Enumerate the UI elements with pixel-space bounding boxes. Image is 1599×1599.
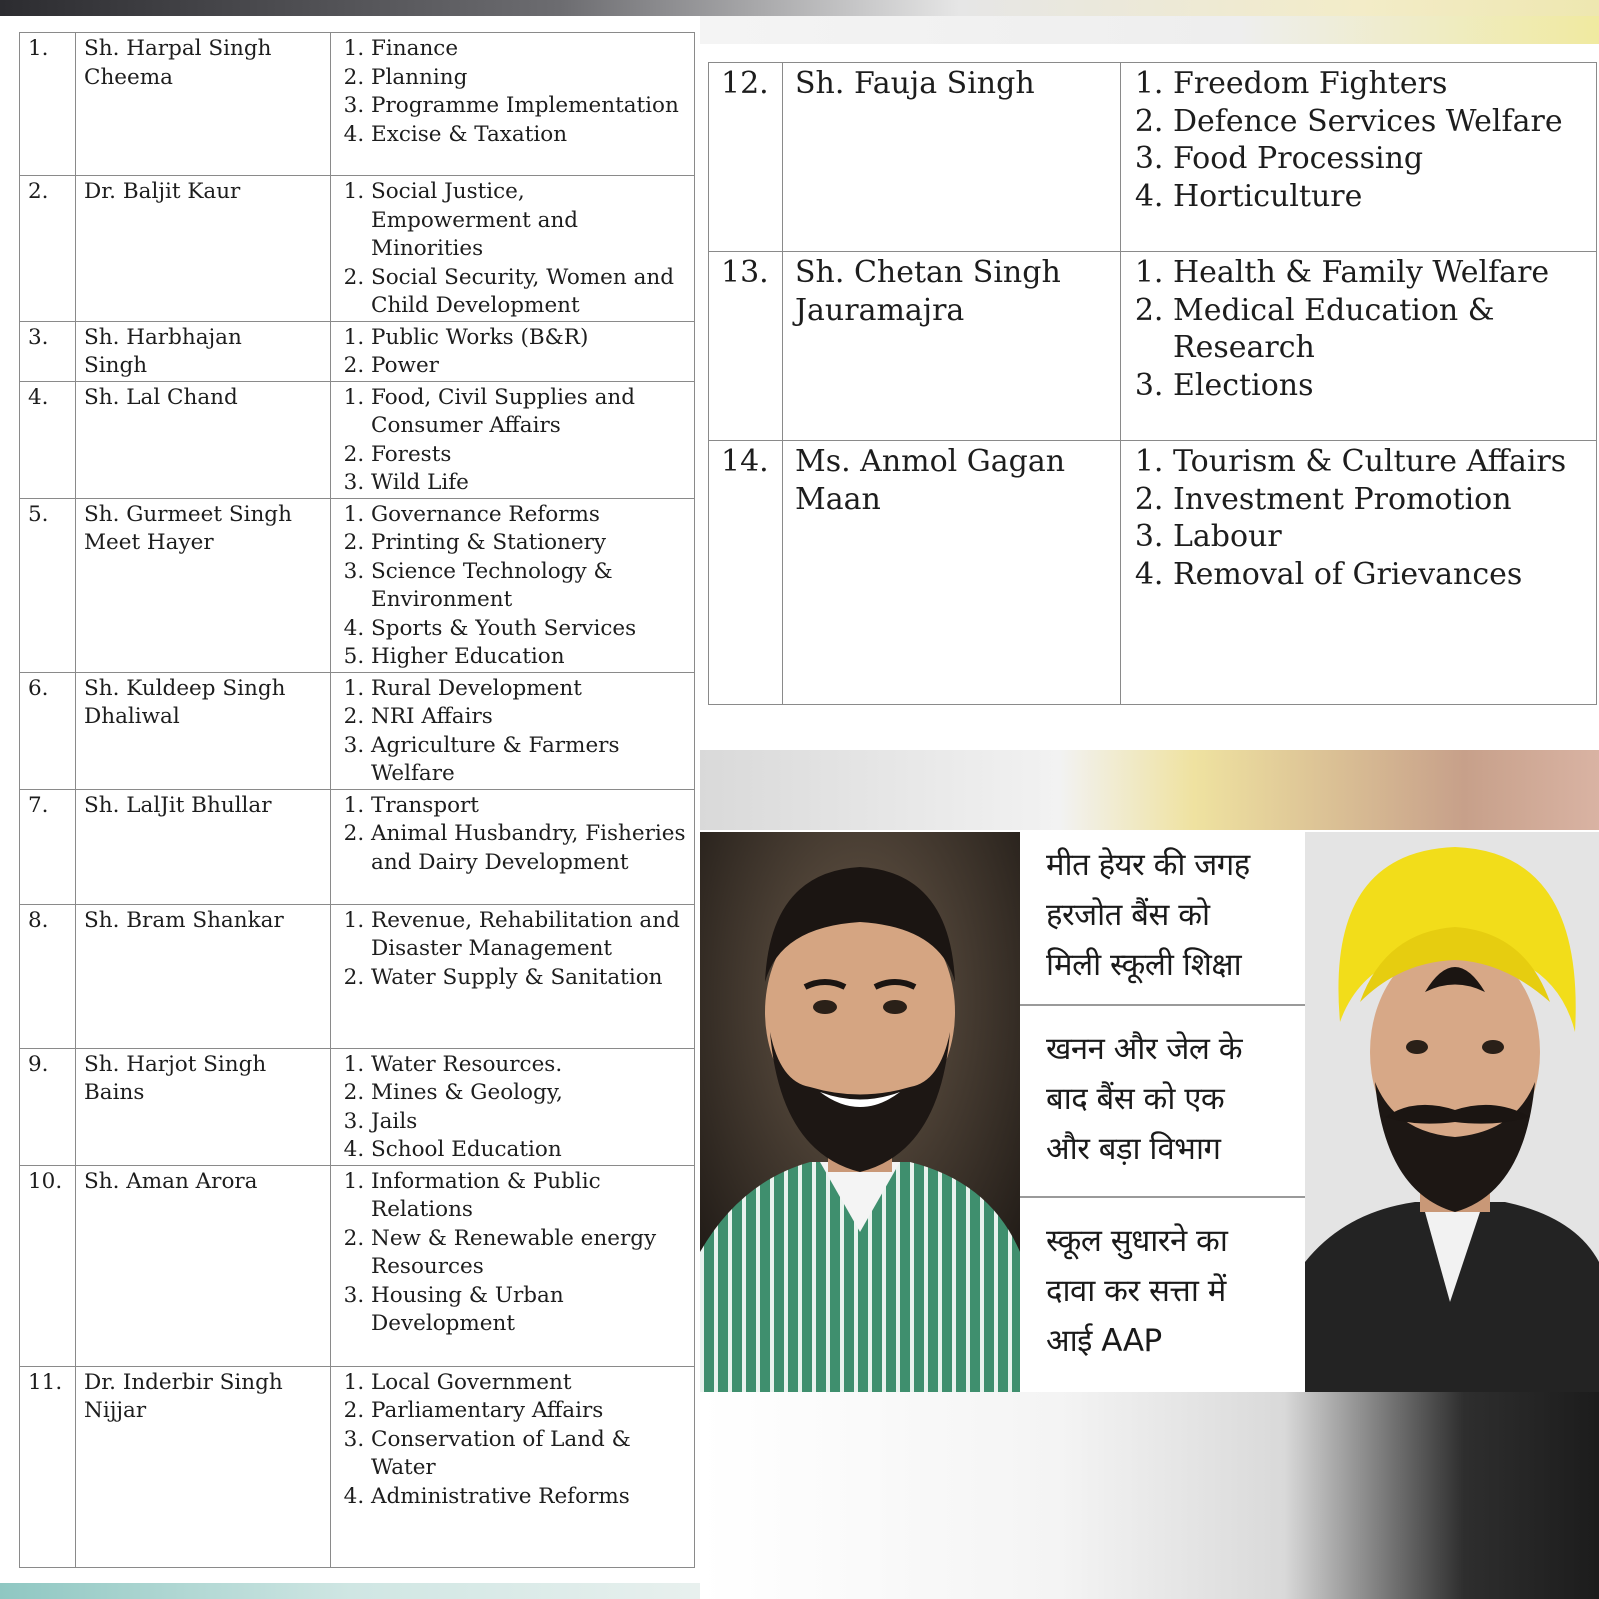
portfolio-item: 2. Medical Education & Research	[1173, 292, 1588, 367]
minister-row	[20, 1366, 695, 1567]
portfolio-cell	[331, 321, 695, 381]
headline-1-line-1: मीत हेयर की जगह	[1046, 847, 1250, 883]
portfolio-item: 3. Science Technology & Environment	[371, 558, 688, 615]
minister-name	[783, 252, 1121, 441]
portfolio-list	[1133, 65, 1588, 215]
portfolio-cell	[331, 672, 695, 789]
minister-name	[76, 904, 331, 1048]
minister-row	[20, 672, 695, 789]
headline-1-line-3: मिली स्कूली शिक्षा	[1046, 947, 1242, 983]
minister-row	[20, 33, 695, 176]
portfolio-item: 3. Labour	[1173, 518, 1588, 556]
portfolio-item: 2. Planning	[371, 64, 688, 93]
portfolio-list	[1133, 443, 1588, 593]
portfolio-item: 2. New & Renewable energy Resources	[371, 1225, 688, 1282]
minister-row	[20, 176, 695, 322]
portfolio-list	[339, 35, 688, 149]
minister-row	[20, 789, 695, 904]
portfolio-item: 3. Conservation of Land & Water	[371, 1426, 688, 1483]
right-table-body	[709, 63, 1597, 705]
portfolio-item: 3. Wild Life	[371, 469, 688, 498]
portfolio-list	[339, 324, 688, 381]
portfolio-item: 4. Excise & Taxation	[371, 121, 688, 150]
portfolio-cell	[331, 176, 695, 322]
portfolio-item: 2. Printing & Stationery	[371, 529, 688, 558]
right-top-strip	[700, 16, 1599, 44]
portfolio-item: 1. Food, Civil Supplies and Consumer Affairs	[371, 384, 688, 441]
headline-divider	[1020, 1004, 1305, 1006]
portfolio-item: 2. Defence Services Welfare	[1173, 103, 1588, 141]
portfolio-list	[339, 792, 688, 878]
minister-row	[20, 498, 695, 672]
minister-photo-right	[1305, 832, 1599, 1392]
portfolio-cell	[1121, 63, 1597, 252]
minister-name-line: Sh. Lal Chand	[84, 384, 238, 410]
portfolio-item: 2. Animal Husbandry, Fisheries and Dairy Development	[371, 820, 688, 877]
portfolio-item: 3. Housing & Urban Development	[371, 1282, 688, 1339]
headline-divider	[1020, 1196, 1305, 1198]
portfolio-cell	[331, 1165, 695, 1366]
portrait-illustration-left	[700, 832, 1020, 1392]
headline-2-line-1: खनन और जेल के	[1046, 1031, 1243, 1067]
headline-3	[1046, 1216, 1296, 1366]
serial-number: 2.	[20, 176, 76, 322]
minister-name	[76, 498, 331, 672]
minister-row	[709, 252, 1597, 441]
minister-name-line: Bains	[84, 1080, 145, 1105]
headline-1	[1046, 840, 1296, 990]
portfolio-item: 1. Revenue, Rehabilitation and Disaster Management	[371, 907, 688, 964]
serial-number: 8.	[20, 904, 76, 1048]
portfolio-cell	[331, 904, 695, 1048]
minister-name-line: Sh. Fauja Singh	[795, 66, 1035, 101]
minister-name-line: Sh. Harpal Singh	[84, 36, 272, 61]
portfolio-list	[339, 1051, 688, 1165]
portfolio-item: 2. NRI Affairs	[371, 703, 688, 732]
portfolio-list	[1133, 254, 1588, 404]
portfolio-item: 3. Programme Implementation	[371, 92, 688, 121]
headline-2	[1046, 1024, 1296, 1174]
portfolio-item: 1. Social Justice, Empowerment and Minorities	[371, 178, 688, 264]
minister-name-line: Sh. Harjot Singh	[84, 1051, 267, 1077]
ministers-portfolio-table-left	[19, 32, 695, 1568]
portfolio-item: 4. Removal of Grievances	[1173, 556, 1588, 594]
portfolio-item: 3. Jails	[371, 1108, 688, 1137]
headline-2-line-3: और बड़ा विभाग	[1046, 1131, 1221, 1167]
portfolio-item: 1. Freedom Fighters	[1173, 65, 1588, 103]
serial-number: 1.	[20, 33, 76, 176]
portfolio-cell	[331, 498, 695, 672]
minister-name-line: Jauramajra	[795, 292, 965, 328]
minister-name-line: Sh. Gurmeet Singh	[84, 501, 292, 527]
minister-name	[76, 381, 331, 498]
portfolio-item: 1. Water Resources.	[371, 1051, 688, 1080]
portfolio-item: 1. Information & Public Relations	[371, 1168, 688, 1225]
portfolio-cell	[1121, 252, 1597, 441]
portfolio-list	[339, 1369, 688, 1512]
bottom-edge-strip	[0, 1583, 700, 1599]
minister-name	[76, 1048, 331, 1165]
portfolio-list	[339, 384, 688, 498]
serial-number: 5.	[20, 498, 76, 672]
portfolio-cell	[1121, 441, 1597, 705]
serial-number: 9.	[20, 1048, 76, 1165]
minister-name	[76, 321, 331, 381]
headline-3-line-1: स्कूल सुधारने का	[1046, 1223, 1228, 1259]
serial-number: 14.	[709, 441, 783, 705]
portfolio-cell	[331, 381, 695, 498]
portfolio-item: 4. Administrative Reforms	[371, 1483, 688, 1512]
portfolio-list	[339, 1168, 688, 1339]
portfolio-item: 2. Parliamentary Affairs	[371, 1397, 688, 1426]
minister-name-line: Sh. Harbhajan	[84, 324, 242, 350]
minister-name-line: Sh. Kuldeep Singh	[84, 675, 286, 701]
minister-name	[76, 1366, 331, 1567]
minister-name-line: Maan	[795, 481, 881, 517]
minister-name-line: Dhaliwal	[84, 704, 180, 729]
portfolio-item: 2. Water Supply & Sanitation	[371, 964, 688, 993]
minister-name-line: Nijjar	[84, 1398, 147, 1423]
portfolio-cell	[331, 1048, 695, 1165]
portfolio-list	[339, 501, 688, 672]
serial-number: 6.	[20, 672, 76, 789]
serial-number: 3.	[20, 321, 76, 381]
bottom-right-strip	[700, 1392, 1599, 1599]
left-table-body	[20, 33, 695, 1568]
portfolio-cell	[331, 1366, 695, 1567]
hindi-headline-panel	[1020, 832, 1305, 1392]
portfolio-item: 1. Governance Reforms	[371, 501, 688, 530]
portfolio-cell	[331, 789, 695, 904]
portfolio-item: 4. Horticulture	[1173, 178, 1588, 216]
minister-row	[20, 1048, 695, 1165]
minister-name	[783, 441, 1121, 705]
minister-name-line: Cheema	[84, 64, 173, 90]
portfolio-item: 4. Sports & Youth Services	[371, 615, 688, 644]
portfolio-item: 1. Finance	[371, 35, 688, 64]
serial-number: 7.	[20, 789, 76, 904]
collage-divider-strip	[700, 750, 1599, 830]
portfolio-item: 1. Health & Family Welfare	[1173, 254, 1588, 292]
portfolio-item: 3. Elections	[1173, 367, 1588, 405]
minister-row	[20, 381, 695, 498]
minister-name-line: Meet Hayer	[84, 530, 214, 555]
serial-number: 10.	[20, 1165, 76, 1366]
headline-1-line-2: हरजोत बैंस को	[1046, 897, 1210, 933]
minister-name-line: Ms. Anmol Gagan	[795, 444, 1066, 479]
serial-number: 12.	[709, 63, 783, 252]
portfolio-item: 2. Mines & Geology,	[371, 1079, 688, 1108]
minister-row	[20, 321, 695, 381]
portfolio-item: 1. Public Works (B&R)	[371, 324, 688, 353]
portfolio-item: 5. Higher Education	[371, 643, 688, 672]
minister-name-line: Sh. Bram Shankar	[84, 907, 284, 933]
serial-number: 13.	[709, 252, 783, 441]
portfolio-item: 2. Investment Promotion	[1173, 481, 1588, 519]
portfolio-item: 2. Power	[371, 352, 688, 381]
minister-row	[20, 904, 695, 1048]
minister-name-line: Sh. LalJit Bhullar	[84, 792, 272, 818]
headline-2-line-2: बाद बैंस को एक	[1046, 1081, 1225, 1117]
portfolio-item: 2. Social Security, Women and Child Development	[371, 264, 688, 321]
portfolio-item: 1. Rural Development	[371, 675, 688, 704]
minister-row	[709, 63, 1597, 252]
minister-name-line: Sh. Aman Arora	[84, 1168, 258, 1194]
portfolio-list	[339, 178, 688, 321]
minister-name	[76, 176, 331, 322]
minister-name	[783, 63, 1121, 252]
portfolio-item: 1. Transport	[371, 792, 688, 821]
portfolio-item: 1. Local Government	[371, 1369, 688, 1398]
minister-name	[76, 1165, 331, 1366]
minister-name	[76, 789, 331, 904]
portfolio-item: 2. Forests	[371, 441, 688, 470]
minister-row	[709, 441, 1597, 705]
portfolio-item: 1. Tourism & Culture Affairs	[1173, 443, 1588, 481]
serial-number: 4.	[20, 381, 76, 498]
minister-name-line: Sh. Chetan Singh	[795, 255, 1061, 290]
serial-number: 11.	[20, 1366, 76, 1567]
top-edge-strip	[0, 0, 1599, 16]
minister-photo-left	[700, 832, 1020, 1392]
portfolio-list	[339, 675, 688, 789]
minister-row	[20, 1165, 695, 1366]
portfolio-cell	[331, 33, 695, 176]
portfolio-list	[339, 907, 688, 993]
minister-name	[76, 33, 331, 176]
minister-name-line: Dr. Inderbir Singh	[84, 1369, 283, 1395]
minister-name-line: Singh	[84, 353, 148, 378]
portfolio-item: 3. Agriculture & Farmers Welfare	[371, 732, 688, 789]
minister-name	[76, 672, 331, 789]
portfolio-item: 4. School Education	[371, 1136, 688, 1165]
portrait-illustration-right	[1305, 832, 1599, 1392]
minister-name-line: Dr. Baljit Kaur	[84, 179, 241, 204]
headline-3-line-3: आई AAP	[1046, 1323, 1162, 1359]
portfolio-item: 3. Food Processing	[1173, 140, 1588, 178]
headline-3-line-2: दावा कर सत्ता में	[1046, 1273, 1226, 1309]
ministers-portfolio-table-right	[708, 62, 1597, 705]
